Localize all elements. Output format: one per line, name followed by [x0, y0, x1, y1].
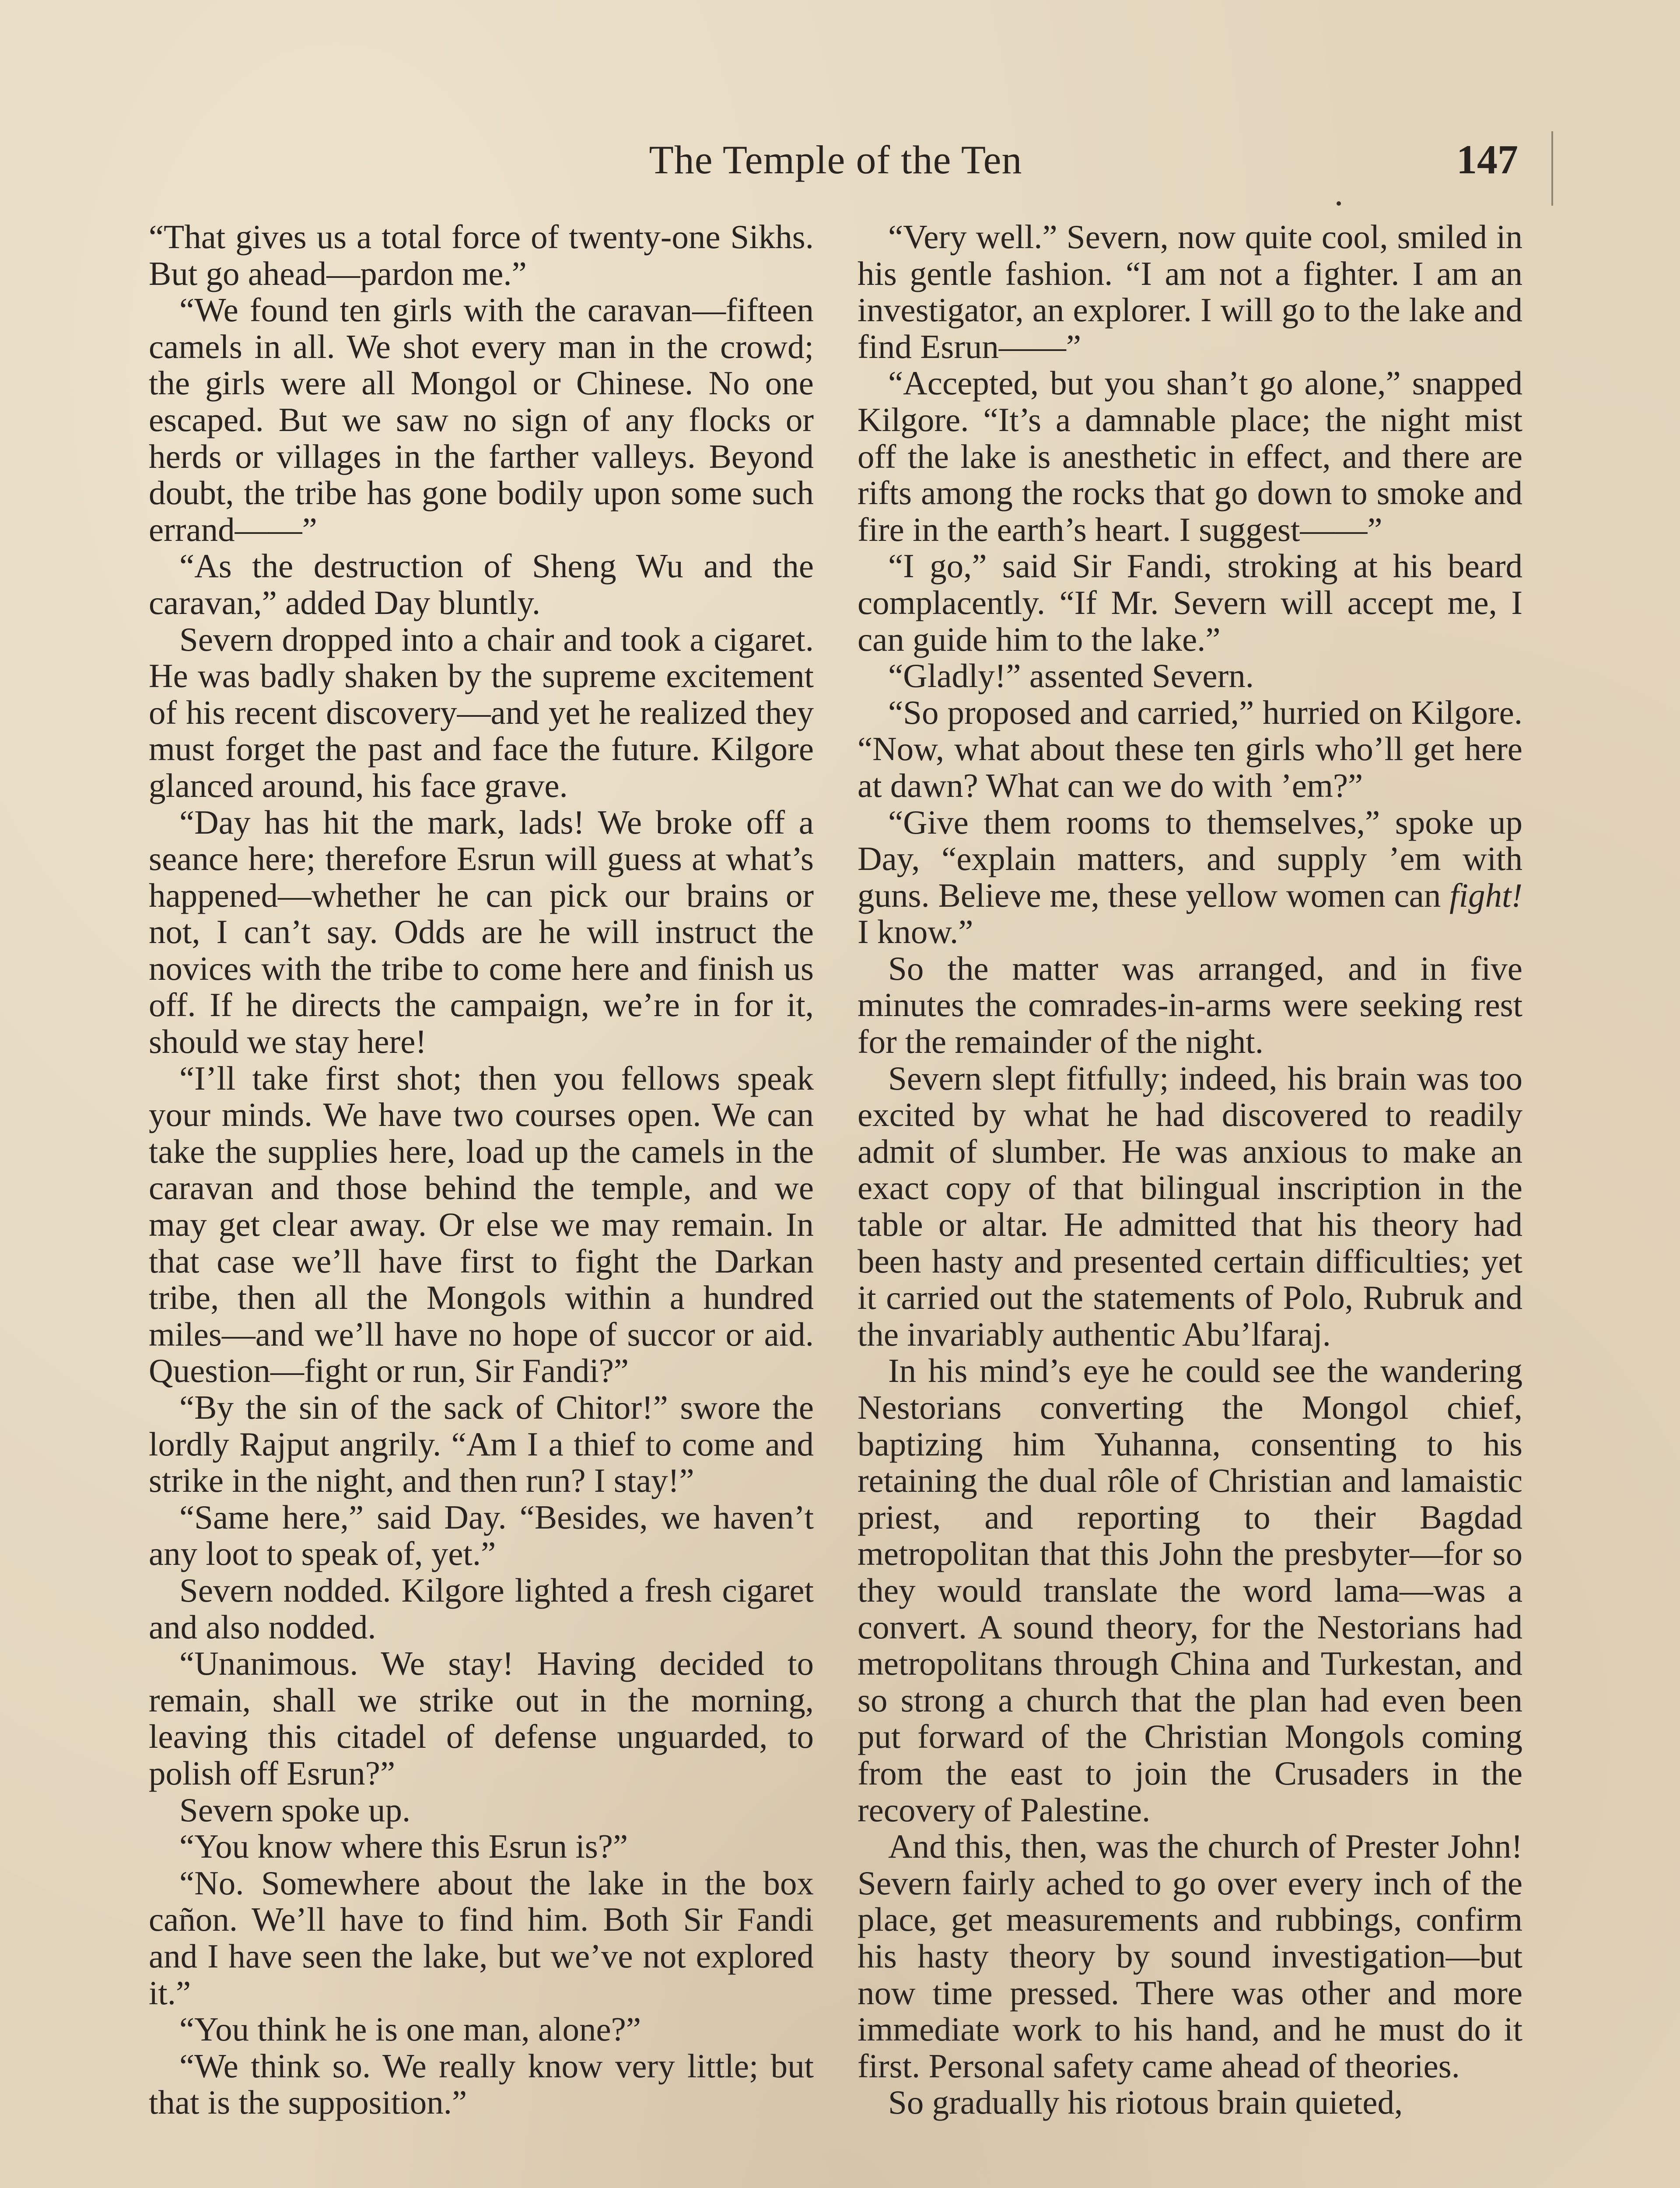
paragraph-text: So the matter was arranged, and in five minutes the comrades-in-arms were seeking rest for the remainder of the night. [858, 949, 1522, 1061]
paragraph [858, 1828, 1522, 2084]
paragraph-tail: I know.” [858, 913, 973, 951]
paragraph-text: “No. Somewhere about the lake in the box cañon. We’ll have to find him. Both Sir Fandi and I have seen the lake, but we’ve not explored it.” [149, 1864, 814, 2012]
paragraph [149, 1389, 814, 1499]
paragraph [858, 1060, 1522, 1353]
paragraph [149, 1792, 814, 1829]
paragraph-text: Severn nodded. Kilgore lighted a fresh cigaret and also nodded. [149, 1571, 814, 1646]
left-text-column [149, 219, 814, 2121]
paragraph [149, 1572, 814, 1645]
paragraph-text: “You know where this Esrun is?” [179, 1827, 628, 1865]
right-text-column [858, 219, 1522, 2121]
paragraph-text: “I’ll take first shot; then you fellows speak your minds. We have two courses open. We can take the supplies here, load up the camels in the caravan and those behind the temple, and we may get clear away. Or else we may remain. In that case we’ll have first to fight the Darkan tribe, then all the Mongols within a hundred miles—and we’ll have no hope of succor or aid. Question—fight or run, Sir Fandi?” [149, 1059, 814, 1390]
paragraph [858, 658, 1522, 694]
paragraph-text: Severn dropped into a chair and took a cigaret. He was badly shaken by the supreme excitement of his recent discovery—and yet he realized they must forget the past and face the future. Kilgore glanced around, his face grave. [149, 620, 814, 804]
ink-speck [1337, 201, 1341, 206]
paragraph [149, 1060, 814, 1389]
paragraph [149, 548, 814, 621]
paragraph [858, 548, 1522, 658]
paragraph-text: “That gives us a total force of twenty-one Sikhs. But go ahead—pardon me.” [149, 218, 814, 292]
paragraph-text: “Accepted, but you shan’t go alone,” snapped Kilgore. “It’s a damnable place; the night mist off the lake is anesthetic in effect, and there are rifts among the rocks that go down to smoke and fire in the earth’s heart. I suggest——” [858, 364, 1522, 548]
paragraph [149, 219, 814, 292]
running-head [149, 127, 1522, 193]
paragraph-text: “Day has hit the mark, lads! We broke off a seance here; therefore Esrun will guess at what’s happened—whether he can pick our brains or not, I can’t say. Odds are he will instruct the novices with the tribe to come here and finish us off. If he directs the campaign, we’re in for it, should we stay here! [149, 803, 814, 1061]
paragraph-text: “We think so. We really know very little; but that is the supposition.” [149, 2047, 814, 2121]
paragraph-text: “By the sin of the sack of Chitor!” swore the lordly Rajput angrily. “Am I a thief to come and strike in the night, and then run? I stay!” [149, 1389, 814, 1500]
paragraph [858, 2084, 1522, 2121]
paragraph-text: “So proposed and carried,” hurried on Kilgore. “Now, what about these ten girls who’ll get here at dawn? What can we do with ’em?” [858, 693, 1522, 804]
paragraph [149, 1645, 814, 1792]
paragraph-text: “As the destruction of Sheng Wu and the caravan,” added Day bluntly. [149, 547, 814, 621]
emphasis-text: fight! [1449, 876, 1522, 914]
paragraph-text: “Gladly!” assented Severn. [888, 657, 1254, 695]
paragraph [149, 292, 814, 548]
paragraph [858, 804, 1522, 950]
paragraph-text: Severn slept fitfully; indeed, his brain was too excited by what he had discovered to readily admit of slumber. He was anxious to make an exact copy of that bilingual inscription in the table or altar. He admitted that his theory had been hasty and presented certain difficulties; yet it carried out the statements of Polo, Rubruk and the invariably authentic Abu’lfaraj. [858, 1059, 1522, 1353]
paragraph [858, 1353, 1522, 1828]
paragraph [149, 804, 814, 1060]
paragraph [858, 365, 1522, 548]
page-number: 147 [1456, 137, 1518, 182]
running-title: The Temple of the Ten [649, 137, 1022, 182]
paragraph-text: In his mind’s eye he could see the wandering Nestorians converting the Mongol chief, baptizing him Yuhanna, consenting to his retaining the dual rôle of Christian and lamaistic priest, and reporting to their Bagdad metropolitan that this John the presbyter—for so they would translate the word lama—was a convert. A sound theory, for the Nestorians had metropolitans through China and Turkestan, and so strong a church that the plan had even been put forward of the Christian Mongols coming from the east to join the Crusaders in the recovery of Palestine. [858, 1352, 1522, 1829]
paragraph-text: “Same here,” said Day. “Besides, we haven’t any loot to speak of, yet.” [149, 1498, 814, 1573]
paragraph-text: “You think he is one man, alone?” [179, 2010, 641, 2048]
paragraph [858, 219, 1522, 365]
paragraph [149, 2048, 814, 2121]
paragraph [149, 2011, 814, 2048]
paragraph [149, 1828, 814, 1865]
paragraph [149, 1865, 814, 2011]
paragraph-text: “Give them rooms to themselves,” spoke up Day, “explain matters, and supply ’em with guns. Believe me, these yellow women can [858, 803, 1522, 914]
paragraph [858, 950, 1522, 1060]
paragraph-text: Severn spoke up. [179, 1791, 411, 1829]
paragraph [149, 1499, 814, 1572]
paragraph-text: And this, then, was the church of Prester John! Severn fairly ached to go over every inch of the place, get measurements and rubbings, confirm his hasty theory by sound investigation—but now time pressed. There was other and more immediate work to his hand, and he must do it first. Personal safety came ahead of theories. [858, 1827, 1522, 2085]
paragraph-text: So gradually his riotous brain quieted, [888, 2083, 1403, 2121]
paragraph-text: “We found ten girls with the caravan—fifteen camels in all. We shot every man in the crowd; the girls were all Mongol or Chinese. No one escaped. But we saw no sign of any flocks or herds or villages in the farther valleys. Beyond doubt, the tribe has gone bodily upon some such errand——” [149, 291, 814, 548]
page-edge-mark [1551, 131, 1553, 206]
paragraph-text: “I go,” said Sir Fandi, stroking at his beard complacently. “If Mr. Severn will accept me, I can guide him to the lake.” [858, 547, 1522, 658]
paragraph [149, 621, 814, 804]
paragraph-text: “Very well.” Severn, now quite cool, smiled in his gentle fashion. “I am not a fighter. I am an investigator, an explorer. I will go to the lake and find Esrun——” [858, 218, 1522, 365]
paragraph [858, 694, 1522, 804]
paragraph-text: “Unanimous. We stay! Having decided to remain, shall we strike out in the morning, leaving this citadel of defense unguarded, to polish off Esrun?” [149, 1645, 814, 1792]
